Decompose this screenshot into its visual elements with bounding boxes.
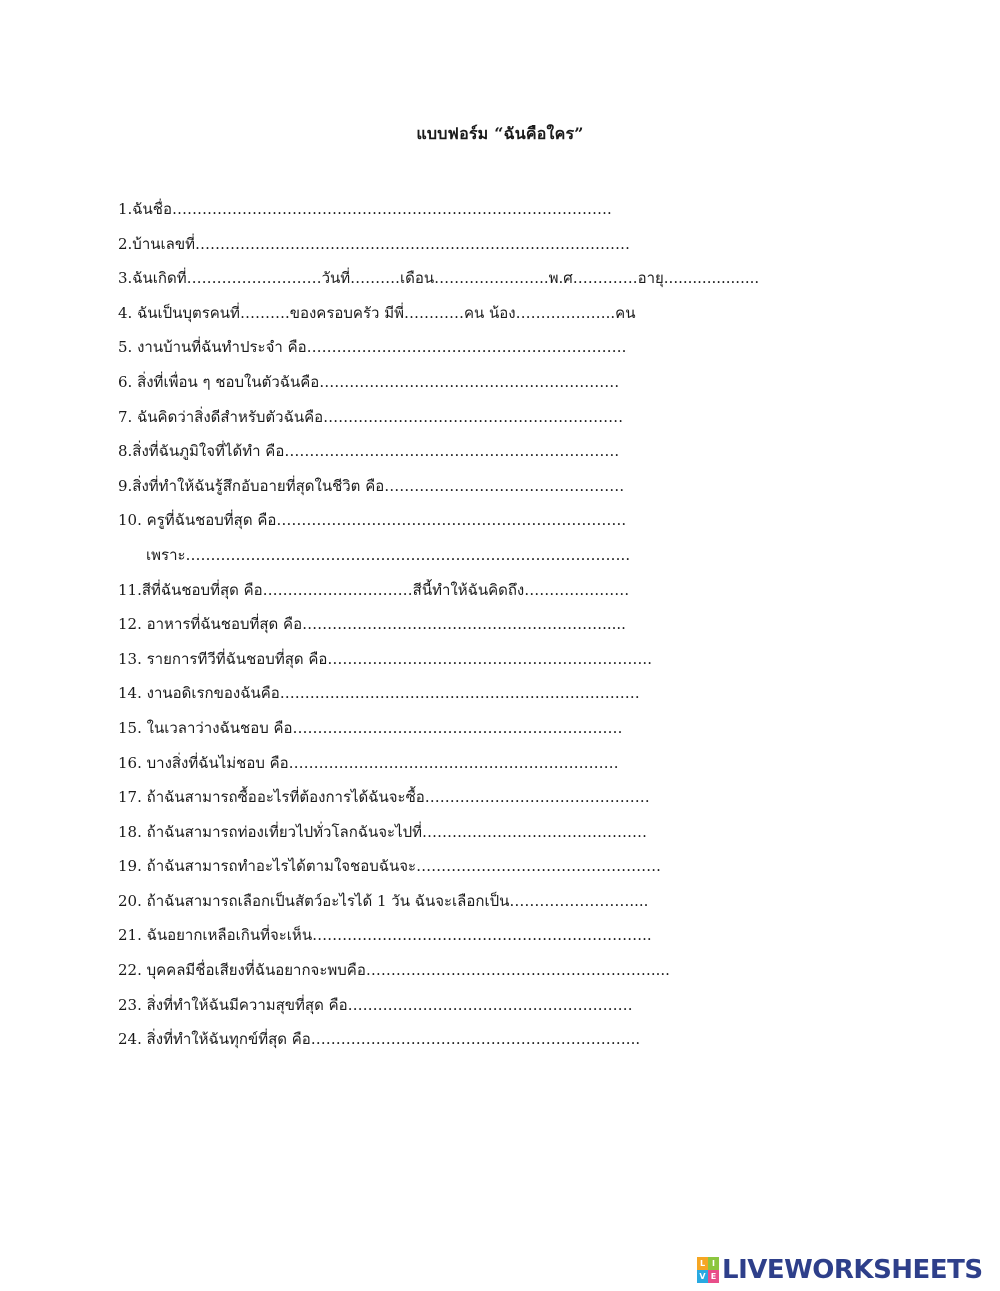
form-line: 12. อาหารที่ฉันชอบที่สุด คือ……………………………………………………..... [118,615,626,634]
form-line: 3.ฉันเกิดที่………………………วันที่……….เดือน…………………..พ.ศ………….อายุ.................... [118,269,760,288]
logo-badge-letter: L [697,1257,708,1270]
form-line: 22. บุคคลมีชื่อเสียงที่ฉันอยากจะพบคือ………………………………………………….... [118,961,670,980]
form-line: 16. บางสิ่งที่ฉันไม่ชอบ คือ………………………………………………………… [118,753,619,772]
logo-badge-letter: V [697,1270,708,1283]
form-lines [118,196,838,1061]
form-line: 24. สิ่งที่ทำให้ฉันทุกข์ที่สุด คือ………………………………………………………... [118,1030,641,1049]
form-line: 2.บ้านเลขที่…………………………………………………………………………… [118,234,630,253]
form-line: 19. ถ้าฉันสามารถทำอะไรได้ตามใจชอบฉันจะ…………………………………………. [118,857,661,876]
logo-badge-icon [697,1257,719,1283]
form-line: 1.ฉันชื่อ……………………………………………………………………………. [118,200,612,218]
logo-badge-letter: E [708,1270,719,1283]
form-line: 23. สิ่งที่ทำให้ฉันมีความสุขที่สุด คือ………………………………………………… [118,995,633,1014]
form-line: 18. ถ้าฉันสามารถท่องเที่ยวไปทั่วโลกฉันจะไปที่……………………………………… [118,822,648,841]
form-line: 11.สีที่ฉันชอบที่สุด คือ…………………………สีนี้ทำให้ฉันคิดถึง………………… [118,580,630,599]
form-line: 20. ถ้าฉันสามารถเลือกเป็นสัตว์อะไรได้ 1 วัน ฉันจะเลือกเป็น…………………….... [118,891,649,910]
form-line: 13. รายการทีวีที่ฉันชอบที่สุด คือ……………………………………………………….. [118,649,652,668]
form-line: 8.สิ่งที่ฉันภูมิใจที่ได้ทำ คือ…………………………………………………………. [118,442,620,461]
logo-badge-letter: I [708,1257,719,1270]
form-line: 15. ในเวลาว่างฉันชอบ คือ………………………………………………………… [118,718,623,737]
form-line: เพราะ…………………………………………………………………………….. [146,545,631,564]
form-line: 4. ฉันเป็นบุตรคนที่……….ของครอบครัว มีพี่…………คน น้อง………………..คน [118,303,636,322]
form-line: 7. ฉันคิดว่าสิ่งดีสำหรับตัวฉันคือ…………………………………………………… [118,407,624,426]
form-line: 10. ครูที่ฉันชอบที่สุด คือ……………………………………………………………. [118,511,627,530]
form-line: 17. ถ้าฉันสามารถซื้ออะไรที่ต้องการได้ฉันจะซื้อ……………………………………… [118,788,650,807]
form-line: 14. งานอดิเรกของฉันคือ……………………………………………………………… [118,684,640,703]
form-title: แบบฟอร์ม “ฉันคือใคร” [416,124,584,143]
form-line: 6. สิ่งที่เพื่อน ๆ ชอบในตัวฉันคือ…………………………………………………… [118,372,620,391]
form-line: 21. ฉันอยากเหลือเกินที่จะเห็น………………………………………………………….. [118,926,652,945]
form-line: 5. งานบ้านที่ฉันทำประจำ คือ………………………………………………………. [118,338,627,357]
logo-text: LIVEWORKSHEETS [722,1255,983,1285]
liveworksheets-logo [697,1253,983,1287]
form-line: 9.สิ่งที่ทำให้ฉันรู้สึกอับอายที่สุดในชีวิต คือ………………………………………… [118,476,625,495]
